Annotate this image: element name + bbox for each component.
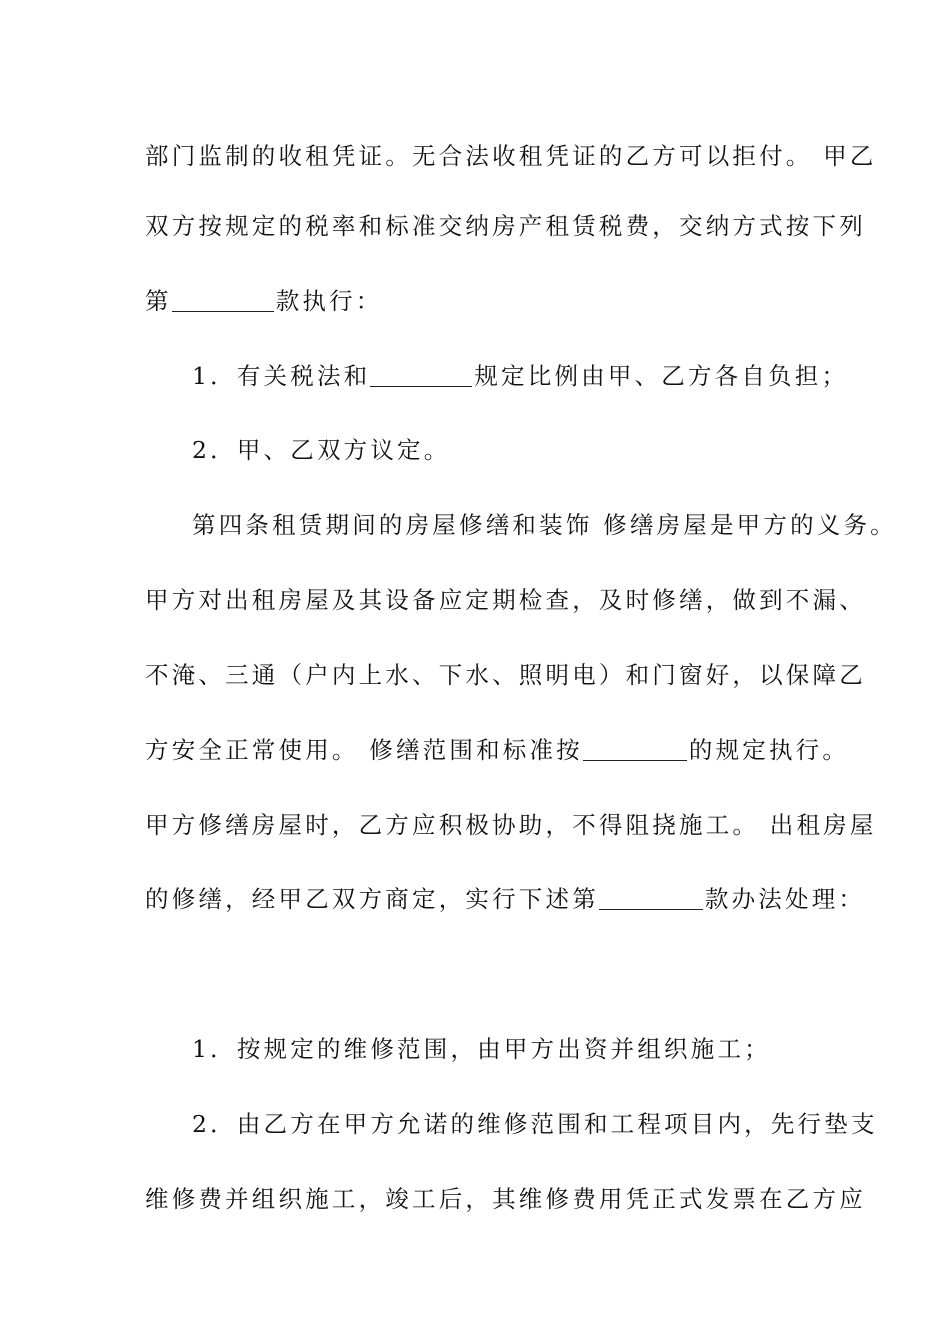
line-text: 维修费并组织施工，竣工后，其维修费用凭正式发票在乙方应: [145, 1185, 866, 1213]
line-text: 款执行：: [275, 287, 383, 315]
list-item-1: [192, 361, 848, 391]
line-text: 款办法处理：: [704, 885, 866, 913]
line-text: 2．由乙方在甲方允诺的维修范围和工程项目内，先行垫支: [192, 1110, 878, 1138]
line-text: 2．甲、乙双方议定。: [192, 436, 451, 464]
line-text: 部门监制的收租凭证。无合法收租凭证的乙方可以拒付。 甲乙: [145, 142, 877, 170]
line-text: 1．有关税法和: [192, 362, 371, 390]
list-item-1: [192, 1034, 771, 1064]
paragraph-line-11: [145, 884, 865, 914]
line-text: 不淹、三通（户内上水、下水、照明电）和门窗好，以保障乙: [145, 661, 866, 689]
line-text: 第四条租赁期间的房屋修缮和装饰 修缮房屋是甲方的义务。: [192, 511, 897, 539]
line-text: 双方按规定的税率和标准交纳房产租赁税费，交纳方式按下列: [145, 212, 866, 240]
fill-in-blank: [172, 310, 274, 312]
line-text: 第: [145, 287, 172, 315]
fill-in-blank: [370, 385, 472, 387]
line-text: 1．按规定的维修范围，由甲方出资并组织施工；: [192, 1035, 771, 1063]
line-text: 甲方对出租房屋及其设备应定期检查，及时修缮，做到不漏、: [145, 586, 866, 614]
paragraph-line-10: [145, 810, 877, 840]
paragraph-line-2: [145, 211, 866, 241]
paragraph-line-8: [145, 660, 866, 690]
paragraph-line-3: [145, 286, 383, 316]
line-text: 的修缮，经甲乙双方商定，实行下述第: [145, 885, 599, 913]
line-text: 规定比例由甲、乙方各自负担；: [474, 362, 849, 390]
paragraph-line-7: [145, 585, 866, 615]
line-text: 甲方修缮房屋时，乙方应积极协助，不得阻挠施工。 出租房屋: [145, 811, 877, 839]
line-text: 的规定执行。: [688, 736, 850, 764]
paragraph-line-9: [145, 735, 849, 765]
paragraph-line-14: [145, 1184, 866, 1214]
list-item-2: [192, 435, 450, 465]
fill-in-blank: [583, 759, 687, 761]
line-text: 方安全正常使用。 修缮范围和标准按: [145, 736, 583, 764]
fill-in-blank: [599, 908, 703, 910]
paragraph-line-1: [145, 141, 877, 171]
section-heading-line: [192, 510, 897, 540]
list-item-2: [192, 1109, 878, 1139]
